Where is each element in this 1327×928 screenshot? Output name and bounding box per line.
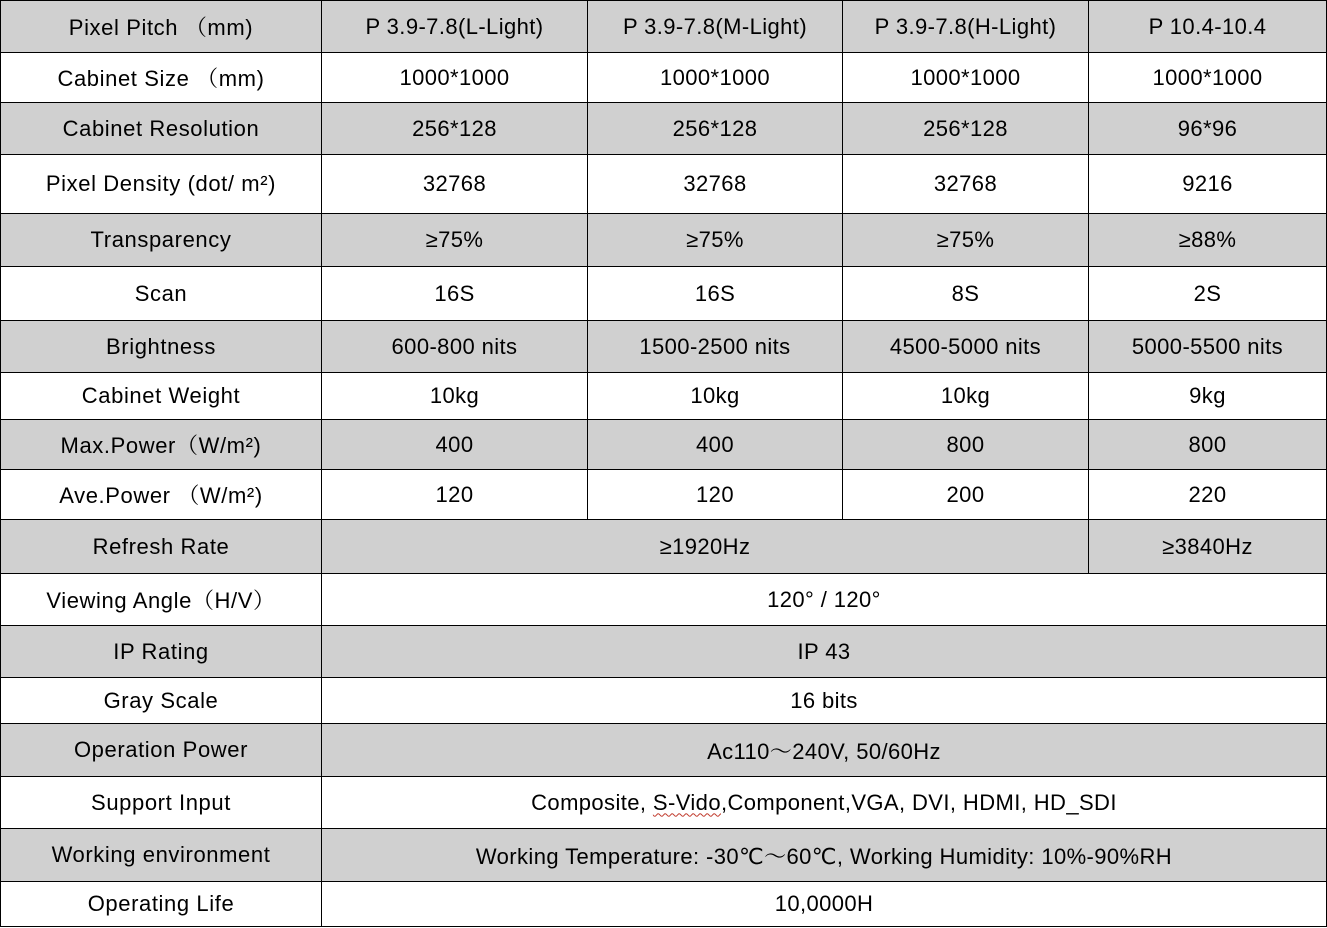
cell-brightness-2: 1500-2500 nits xyxy=(588,321,843,373)
row-max-power xyxy=(1,420,1327,470)
cell-gray-scale: 16 bits xyxy=(322,678,1327,724)
row-pixel-pitch xyxy=(1,1,1327,53)
cell-cabinet-size-2: 1000*1000 xyxy=(588,53,843,103)
label-gray-scale: Gray Scale xyxy=(1,678,322,724)
label-brightness: Brightness xyxy=(1,321,322,373)
row-pixel-density xyxy=(1,155,1327,214)
cell-scan-3: 8S xyxy=(843,267,1089,321)
label-working-environment: Working environment xyxy=(1,829,322,882)
row-refresh-rate xyxy=(1,520,1327,574)
row-cabinet-resolution xyxy=(1,103,1327,155)
cell-transparency-4: ≥88% xyxy=(1089,214,1327,267)
cell-pixel-pitch-2: P 3.9-7.8(M-Light) xyxy=(588,1,843,53)
cell-cabinet-resolution-4: 96*96 xyxy=(1089,103,1327,155)
cell-cabinet-resolution-1: 256*128 xyxy=(322,103,588,155)
row-support-input xyxy=(1,777,1327,829)
cell-pixel-density-4: 9216 xyxy=(1089,155,1327,214)
cell-brightness-4: 5000-5500 nits xyxy=(1089,321,1327,373)
support-input-flagged-word: S-Vido xyxy=(652,789,721,815)
cell-cabinet-weight-1: 10kg xyxy=(322,373,588,420)
cell-refresh-rate-merged: ≥1920Hz xyxy=(322,520,1089,574)
cell-cabinet-size-3: 1000*1000 xyxy=(843,53,1089,103)
cell-max-power-4: 800 xyxy=(1089,420,1327,470)
label-pixel-pitch: Pixel Pitch （mm) xyxy=(1,1,322,53)
cell-viewing-angle: 120° / 120° xyxy=(322,574,1327,626)
cell-ave-power-3: 200 xyxy=(843,470,1089,520)
cell-max-power-1: 400 xyxy=(322,420,588,470)
row-gray-scale xyxy=(1,678,1327,724)
cell-scan-1: 16S xyxy=(322,267,588,321)
cell-transparency-2: ≥75% xyxy=(588,214,843,267)
cell-scan-2: 16S xyxy=(588,267,843,321)
cell-brightness-1: 600-800 nits xyxy=(322,321,588,373)
cell-pixel-density-2: 32768 xyxy=(588,155,843,214)
label-ip-rating: IP Rating xyxy=(1,626,322,678)
row-working-environment xyxy=(1,829,1327,882)
cell-ave-power-2: 120 xyxy=(588,470,843,520)
cell-support-input xyxy=(322,777,1327,829)
cell-refresh-rate-4: ≥3840Hz xyxy=(1089,520,1327,574)
cell-pixel-density-3: 32768 xyxy=(843,155,1089,214)
label-support-input: Support Input xyxy=(1,777,322,829)
cell-ip-rating: IP 43 xyxy=(322,626,1327,678)
label-refresh-rate: Refresh Rate xyxy=(1,520,322,574)
cell-pixel-pitch-1: P 3.9-7.8(L-Light) xyxy=(322,1,588,53)
cell-ave-power-4: 220 xyxy=(1089,470,1327,520)
row-brightness xyxy=(1,321,1327,373)
cell-cabinet-resolution-3: 256*128 xyxy=(843,103,1089,155)
cell-max-power-3: 800 xyxy=(843,420,1089,470)
row-ip-rating xyxy=(1,626,1327,678)
label-cabinet-size: Cabinet Size （mm) xyxy=(1,53,322,103)
row-transparency xyxy=(1,214,1327,267)
cell-ave-power-1: 120 xyxy=(322,470,588,520)
row-ave-power xyxy=(1,470,1327,520)
label-cabinet-weight: Cabinet Weight xyxy=(1,373,322,420)
cell-brightness-3: 4500-5000 nits xyxy=(843,321,1089,373)
cell-max-power-2: 400 xyxy=(588,420,843,470)
cell-operation-power: Ac110～240V, 50/60Hz xyxy=(322,724,1327,777)
label-max-power: Max.Power（W/m²) xyxy=(1,420,322,470)
cell-pixel-pitch-4: P 10.4-10.4 xyxy=(1089,1,1327,53)
row-cabinet-size xyxy=(1,53,1327,103)
cell-pixel-pitch-3: P 3.9-7.8(H-Light) xyxy=(843,1,1089,53)
row-cabinet-weight xyxy=(1,373,1327,420)
label-ave-power: Ave.Power （W/m²) xyxy=(1,470,322,520)
row-viewing-angle xyxy=(1,574,1327,626)
cell-transparency-3: ≥75% xyxy=(843,214,1089,267)
support-input-text-after: ,Component,VGA, DVI, HDMI, HD_SDI xyxy=(720,789,1117,815)
cell-cabinet-weight-3: 10kg xyxy=(843,373,1089,420)
label-scan: Scan xyxy=(1,267,322,321)
support-input-text-before: Composite, xyxy=(531,789,653,815)
label-pixel-density: Pixel Density (dot/ m²) xyxy=(1,155,322,214)
row-operation-power xyxy=(1,724,1327,777)
cell-cabinet-size-1: 1000*1000 xyxy=(322,53,588,103)
cell-operating-life: 10,0000H xyxy=(322,882,1327,927)
cell-cabinet-weight-4: 9kg xyxy=(1089,373,1327,420)
cell-pixel-density-1: 32768 xyxy=(322,155,588,214)
label-operation-power: Operation Power xyxy=(1,724,322,777)
label-viewing-angle: Viewing Angle（H/V） xyxy=(1,574,322,626)
row-scan xyxy=(1,267,1327,321)
label-operating-life: Operating Life xyxy=(1,882,322,927)
cell-transparency-1: ≥75% xyxy=(322,214,588,267)
cell-cabinet-weight-2: 10kg xyxy=(588,373,843,420)
cell-working-environment: Working Temperature: -30℃～60℃, Working Humidity: 10%-90%RH xyxy=(322,829,1327,882)
label-transparency: Transparency xyxy=(1,214,322,267)
cell-cabinet-size-4: 1000*1000 xyxy=(1089,53,1327,103)
cell-scan-4: 2S xyxy=(1089,267,1327,321)
label-cabinet-resolution: Cabinet Resolution xyxy=(1,103,322,155)
cell-cabinet-resolution-2: 256*128 xyxy=(588,103,843,155)
row-operating-life xyxy=(1,882,1327,927)
